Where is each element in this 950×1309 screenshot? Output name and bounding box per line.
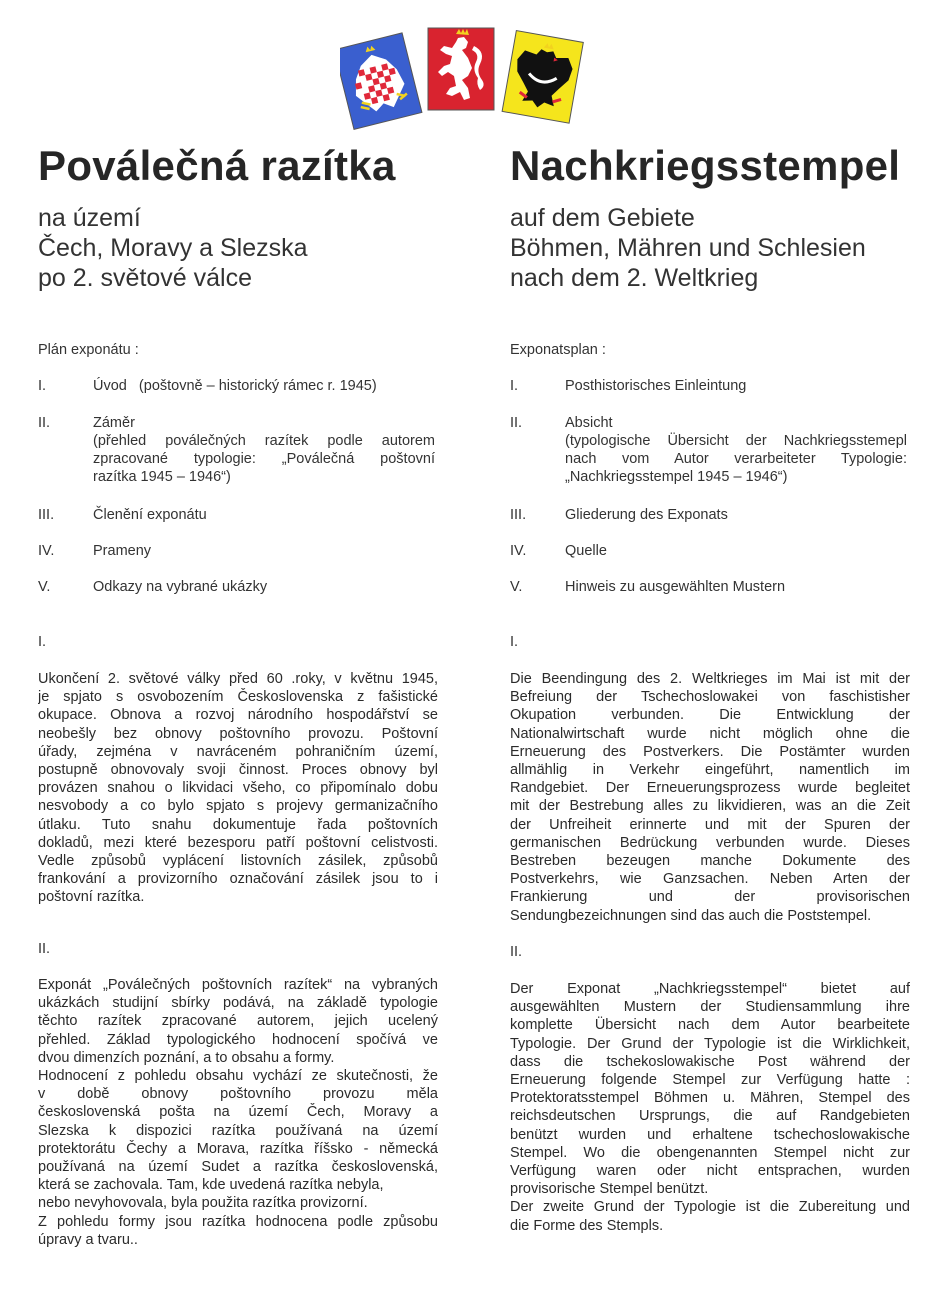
paragraph-line: Vedle způsobů vyplácení listovních zásilek, způsobů xyxy=(38,853,438,870)
paragraph-line: Stempel. Wo die obengenannten Stempel nicht zur xyxy=(510,1144,910,1161)
coats-of-arms xyxy=(340,22,585,130)
paragraph-line: reichsdeutschen Ursprungs, die auf Randgebieten xyxy=(510,1108,910,1125)
paragraph-line: Nationalwirtschaft wurde nicht möglich ohne die xyxy=(510,725,910,742)
paragraph-line: frankování a provizorního označování zásilek jsou to i xyxy=(38,871,438,888)
subtitle-czech xyxy=(38,203,308,293)
plan-text-line: Absicht xyxy=(565,415,613,431)
plan-text-line: Členění exponátu xyxy=(93,507,207,523)
subtitle-line: nach dem 2. Weltkrieg xyxy=(510,264,759,292)
paragraph-line: Protektoratsstempel Böhmen u. Mähren, Stempel des xyxy=(510,1090,910,1107)
paragraph-line: dokladů, mezi které bezesporu patří poštovní celistvosti. xyxy=(38,834,438,851)
paragraph-line: germanischen Bedrückung verbunden wurde. Dieses xyxy=(510,834,910,851)
paragraph-line: Frankierung und der provisorischen xyxy=(510,889,910,906)
paragraph-line: provisorische Stempel benützt. xyxy=(510,1181,709,1198)
paragraph-line: nebo nevyhovovala, byla použita razítka provizorní. xyxy=(38,1195,368,1212)
subtitle-line: na území xyxy=(38,204,141,232)
paragraph-line: Randgebiet. Der Erneuerungsprozess wurde begleitet xyxy=(510,780,910,797)
paragraph-line: Befreiung der Tschechoslowakei von faschistisher xyxy=(510,689,910,706)
paragraph-line: neobešly bez obnovy poštovního provozu. Poštovní xyxy=(38,725,438,742)
plan-item-2 xyxy=(38,414,435,486)
plan-text-line: Gliederung des Exponats xyxy=(565,507,728,523)
paragraph-line: Erneuerung folgende Stempel zur Verfügung hatte : xyxy=(510,1072,910,1089)
paragraph-line: československá pošta na území Čech, Moravy a xyxy=(38,1104,438,1121)
plan-text-line: Posthistorisches Einleintung xyxy=(565,378,747,394)
plan-number: V. xyxy=(510,579,523,595)
plan-heading-german: Exponatsplan : xyxy=(510,342,606,358)
plan-text-line: Úvod (poštovně – historický rámec r. 1945) xyxy=(93,378,377,394)
plan-number: IV. xyxy=(510,543,527,559)
section-2-paragraph xyxy=(38,976,438,1249)
subtitle-line: Čech, Moravy a Slezska xyxy=(38,234,308,262)
subtitle-line: Böhmen, Mähren und Schlesien xyxy=(510,234,866,262)
paragraph-line: postupně obnovovaly svoji činnost. Proces obnovy byl xyxy=(38,762,438,779)
section-2-paragraph xyxy=(510,980,910,1235)
plan-number: III. xyxy=(38,507,55,523)
plan-item-5 xyxy=(510,578,907,596)
plan-item-3 xyxy=(510,506,907,524)
plan-number: I. xyxy=(510,378,519,394)
paragraph-line: Exponát „Poválečných poštovních razítek“ na vybraných xyxy=(38,977,438,993)
plan-item-4 xyxy=(510,542,907,560)
subtitle-line: auf dem Gebiete xyxy=(510,204,695,232)
paragraph-line: přehled. Základ typologického hodnocení spočívá ve xyxy=(38,1031,438,1048)
plan-item-1 xyxy=(510,377,907,395)
plan-number: IV. xyxy=(38,543,55,559)
paragraph-line: okupace. Obnova a rozvoj národního hospodářství se xyxy=(38,707,438,724)
plan-text-line: Záměr xyxy=(93,415,135,431)
paragraph-line: Postverkehrs, wie Ganzsachen. Neben Arten der xyxy=(510,871,910,888)
subtitle-german xyxy=(510,203,866,293)
paragraph-line: úřady, zejména v navráceném pohraničním území, xyxy=(38,743,438,760)
paragraph-line: Der Exponat „Nachkriegsstempel“ bietet auf xyxy=(510,981,910,997)
paragraph-line: útlaku. Tuto snahu dokumentuje řada poštovních xyxy=(38,816,438,833)
paragraph-line: dvou dimenzích poznání, a to obsahu a formy. xyxy=(38,1049,335,1066)
paragraph-line: těchto razítek zpracované autorem, jejich ucelený xyxy=(38,1013,438,1030)
plan-text-line: razítka 1945 – 1946“) xyxy=(93,469,231,485)
plan-item-1 xyxy=(38,377,435,395)
paragraph-line: Der zweite Grund der Typologie ist die Zubereitung und xyxy=(510,1199,910,1216)
paragraph-line: používaná na území Sudet a razítka československá, xyxy=(38,1159,438,1176)
plan-text-line: (přehled poválečných razítek podle autorem xyxy=(93,433,435,449)
section-1-number: I. xyxy=(510,634,519,650)
paragraph-line: ukázkách studijní sbírky podává, na základě typologie xyxy=(38,995,438,1012)
paragraph-line: Verfügung waren oder nicht entsprachen, wurden xyxy=(510,1163,910,1180)
paragraph-line: der Unfreiheit erinnerte und mit der Spuren der xyxy=(510,816,910,833)
paragraph-line: která se zachovala. Tam, kde uvedená razítka nebyla, xyxy=(38,1177,384,1194)
paragraph-line: úpravy a tvaru.. xyxy=(38,1231,138,1248)
plan-item-3 xyxy=(38,506,435,524)
plan-text-line: „Nachkriegsstempel 1945 – 1946“) xyxy=(565,469,788,485)
bohemian-lion-emblem xyxy=(428,28,494,110)
paragraph-line: Hodnocení z pohledu obsahu vychází ze skutečnosti, že xyxy=(38,1068,438,1085)
section-1-number: I. xyxy=(38,634,47,650)
subtitle-line: po 2. světové válce xyxy=(38,264,253,292)
paragraph-line: protektorátu Čechy a Morava, razítka říšsko - německá xyxy=(38,1140,438,1157)
plan-heading-czech: Plán exponátu : xyxy=(38,342,139,358)
paragraph-line: Okupation verbunden. Die Entwicklung der xyxy=(510,707,910,724)
paragraph-line: mit der Bestrebung alles zu likvidieren, was an die Zeit xyxy=(510,798,910,815)
plan-number: I. xyxy=(38,378,47,394)
plan-item-4 xyxy=(38,542,435,560)
plan-text-line: Quelle xyxy=(565,543,607,559)
title-german: Nachkriegsstempel xyxy=(510,142,901,189)
paragraph-line: die Forme des Stempls. xyxy=(510,1217,664,1234)
moravian-eagle-emblem xyxy=(340,33,422,129)
paragraph-line: Die Beendingung des 2. Weltkrieges im Mai ist mit der xyxy=(510,671,910,687)
paragraph-line: Ukončení 2. světové války před 60 .roky, v květnu 1945, xyxy=(38,671,438,687)
plan-item-2 xyxy=(510,414,907,486)
section-1-paragraph xyxy=(510,670,910,925)
plan-text-line: Prameny xyxy=(93,543,152,559)
plan-number: III. xyxy=(510,507,527,523)
silesian-eagle-emblem xyxy=(502,31,583,124)
paragraph-line: poštovní razítka. xyxy=(38,889,145,906)
plan-text-line: nach vom Autor verarbeiteter Typologie: xyxy=(565,451,907,467)
paragraph-line: Sendungbezeichnungen sind das auch die Poststempel. xyxy=(510,907,872,924)
section-2-number: II. xyxy=(38,941,51,957)
paragraph-line: komplette Übersicht nach dem Autor bearbeitete xyxy=(510,1017,910,1034)
plan-item-5 xyxy=(38,578,435,596)
paragraph-line: benützt wurden und erhaltene tschechoslowakische xyxy=(510,1126,910,1143)
paragraph-line: v době obnovy poštovního provozu měla xyxy=(38,1086,438,1103)
plan-text-line: Hinweis zu ausgewählten Mustern xyxy=(565,579,786,595)
plan-number: II. xyxy=(510,415,523,431)
paragraph-line: nesvobody a co bylo spjato s projevy germanizačního xyxy=(38,798,438,815)
paragraph-line: Typologie. Der Grund der Typologie ist die Wirklichkeit, xyxy=(510,1035,910,1052)
section-2-number: II. xyxy=(510,944,523,960)
paragraph-line: provázen snahou o likvidaci všeho, co připomínalo dobu xyxy=(38,780,438,797)
paragraph-line: Slezska k dispozici razítka používaná na území xyxy=(38,1122,438,1139)
paragraph-line: dass die tschekoslowakische Post während der xyxy=(510,1053,910,1070)
plan-text-line: (typologische Übersicht der Nachkriegsstemepl xyxy=(565,433,907,449)
paragraph-line: Bestreben bezeugen manche Dokumente des xyxy=(510,853,910,870)
section-1-paragraph xyxy=(38,670,438,907)
plan-number: V. xyxy=(38,579,51,595)
paragraph-line: je spjato s osvobozením Československa z fašistické xyxy=(38,689,438,706)
paragraph-line: Erneuerung des Postverkers. Die Postämter wurden xyxy=(510,743,910,760)
plan-number: II. xyxy=(38,415,51,431)
paragraph-line: Z pohledu formy jsou razítka hodnocena podle způsobu xyxy=(38,1213,438,1230)
title-czech: Poválečná razítka xyxy=(38,142,396,189)
paragraph-line: ausgewählten Mustern der Studiensammlung ihre xyxy=(510,999,910,1016)
plan-text-line: Odkazy na vybrané ukázky xyxy=(93,579,268,595)
paragraph-line: allmählig in Verkehr eingeführt, namentlich im xyxy=(510,762,910,779)
plan-text-line: zpracované typologie: „Poválečná poštovní xyxy=(93,451,435,467)
